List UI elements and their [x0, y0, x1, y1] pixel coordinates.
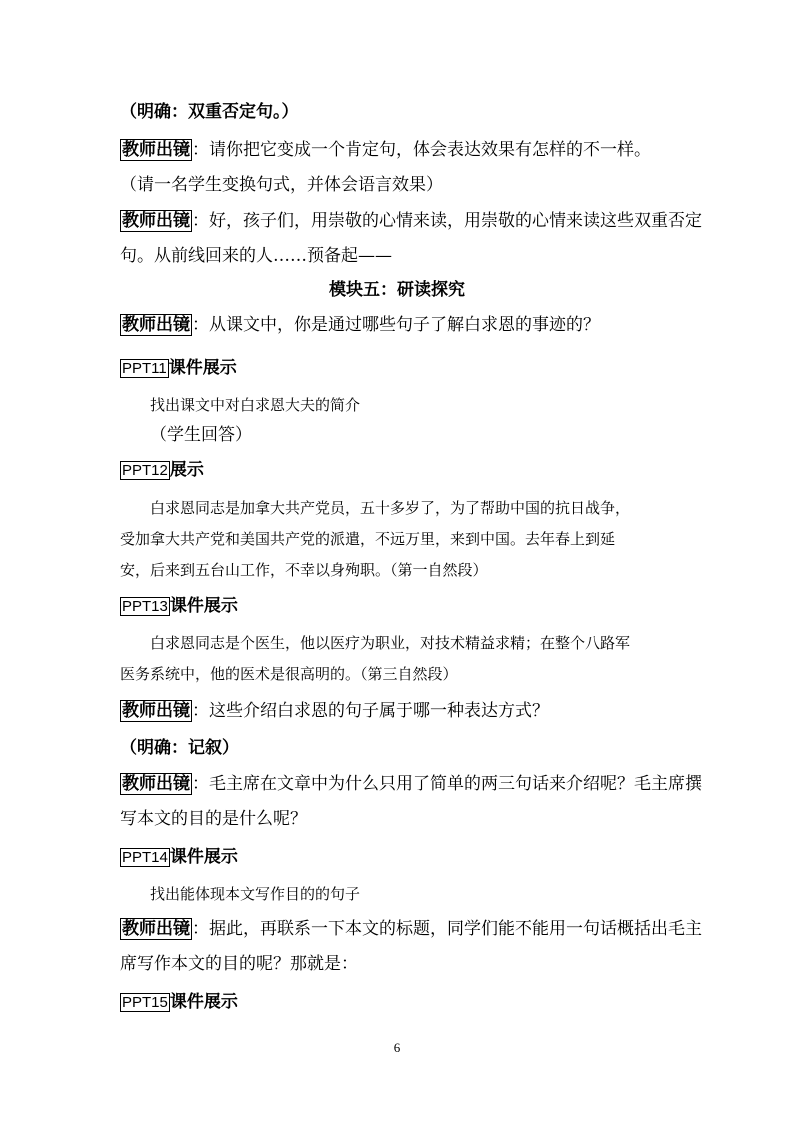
teacher-tag: 教师出镜 — [122, 211, 190, 231]
ppt-label: 课件展示 — [168, 358, 237, 378]
slide-text: 找出课文中对白求恩大夫的简介 — [150, 396, 361, 414]
teacher-tag: 教师出镜 — [122, 919, 190, 939]
ppt14-line — [120, 845, 238, 870]
teacher-text: ：据此，再联系一下本文的标题，同学们能不能用一句话概括出毛主 — [192, 919, 702, 939]
ppt-tag: PPT15 — [122, 994, 168, 1011]
ppt-tag: PPT14 — [122, 849, 168, 866]
student-answer-note: （学生回答） — [150, 425, 252, 445]
teacher-line-2 — [120, 209, 702, 233]
ppt12-line — [120, 458, 204, 483]
ppt-label: 课件展示 — [169, 847, 238, 867]
answer-double-negation: （明确：双重否定句。） — [120, 102, 299, 122]
teacher-line-6-cont: 席写作本文的目的呢？那就是： — [120, 954, 358, 974]
ppt-tag: PPT11 — [122, 360, 167, 377]
teacher-line-5-cont: 写本文的目的是什么呢？ — [120, 809, 307, 829]
ppt13-line — [120, 594, 238, 619]
ppt-label: 课件展示 — [169, 992, 238, 1012]
teacher-tag: 教师出镜 — [122, 140, 190, 160]
teacher-text: ：毛主席在文章中为什么只用了简单的两三句话来介绍呢？毛主席撰 — [192, 774, 702, 794]
ppt-tag: PPT13 — [122, 598, 168, 615]
teacher-line-3 — [120, 313, 600, 337]
ppt15-line — [120, 990, 238, 1015]
answer-narration: （明确：记叙） — [120, 738, 239, 758]
teacher-line-6 — [120, 917, 702, 941]
ppt-label: 展示 — [169, 460, 204, 480]
teacher-line-1 — [120, 138, 651, 162]
student-instruction: （请一名学生变换句式，并体会语言效果） — [120, 175, 443, 195]
teacher-line-5 — [120, 772, 702, 796]
teacher-text: ：好，孩子们，用崇敬的心情来读，用崇敬的心情来读这些双重否定 — [192, 211, 702, 231]
teacher-tag: 教师出镜 — [122, 774, 190, 794]
slide-text: 找出能体现本文写作目的的句子 — [150, 885, 361, 903]
teacher-tag: 教师出镜 — [122, 701, 190, 721]
teacher-line-2-cont: 句。从前线回来的人……预备起—— — [120, 246, 392, 266]
teacher-tag: 教师出镜 — [122, 315, 190, 335]
quote-2-line-2: 医务系统中，他的医术是很高明的。（第三自然段） — [120, 665, 458, 683]
module-heading: 模块五：研读探究 — [329, 280, 465, 300]
quote-2-line-1: 白求恩同志是个医生，他以医疗为职业，对技术精益求精；在整个八路军 — [150, 634, 631, 652]
page-number: 6 — [393, 1040, 401, 1055]
ppt11-line — [120, 356, 237, 381]
quote-1-line-3: 安，后来到五台山工作，不幸以身殉职。（第一自然段） — [120, 561, 488, 579]
teacher-text: ：从课文中，你是通过哪些句子了解白求恩的事迹的？ — [192, 315, 600, 335]
teacher-text: ：请你把它变成一个肯定句，体会表达效果有怎样的不一样。 — [192, 140, 651, 160]
ppt-tag: PPT12 — [122, 462, 168, 479]
quote-1-line-1: 白求恩同志是加拿大共产党员，五十多岁了，为了帮助中国的抗日战争， — [150, 499, 631, 517]
teacher-text: ：这些介绍白求恩的句子属于哪一种表达方式？ — [192, 701, 549, 721]
ppt-label: 课件展示 — [169, 596, 238, 616]
quote-1-line-2: 受加拿大共产党和美国共产党的派遣，不远万里，来到中国。去年春上到延 — [120, 530, 616, 548]
teacher-line-4 — [120, 699, 549, 723]
